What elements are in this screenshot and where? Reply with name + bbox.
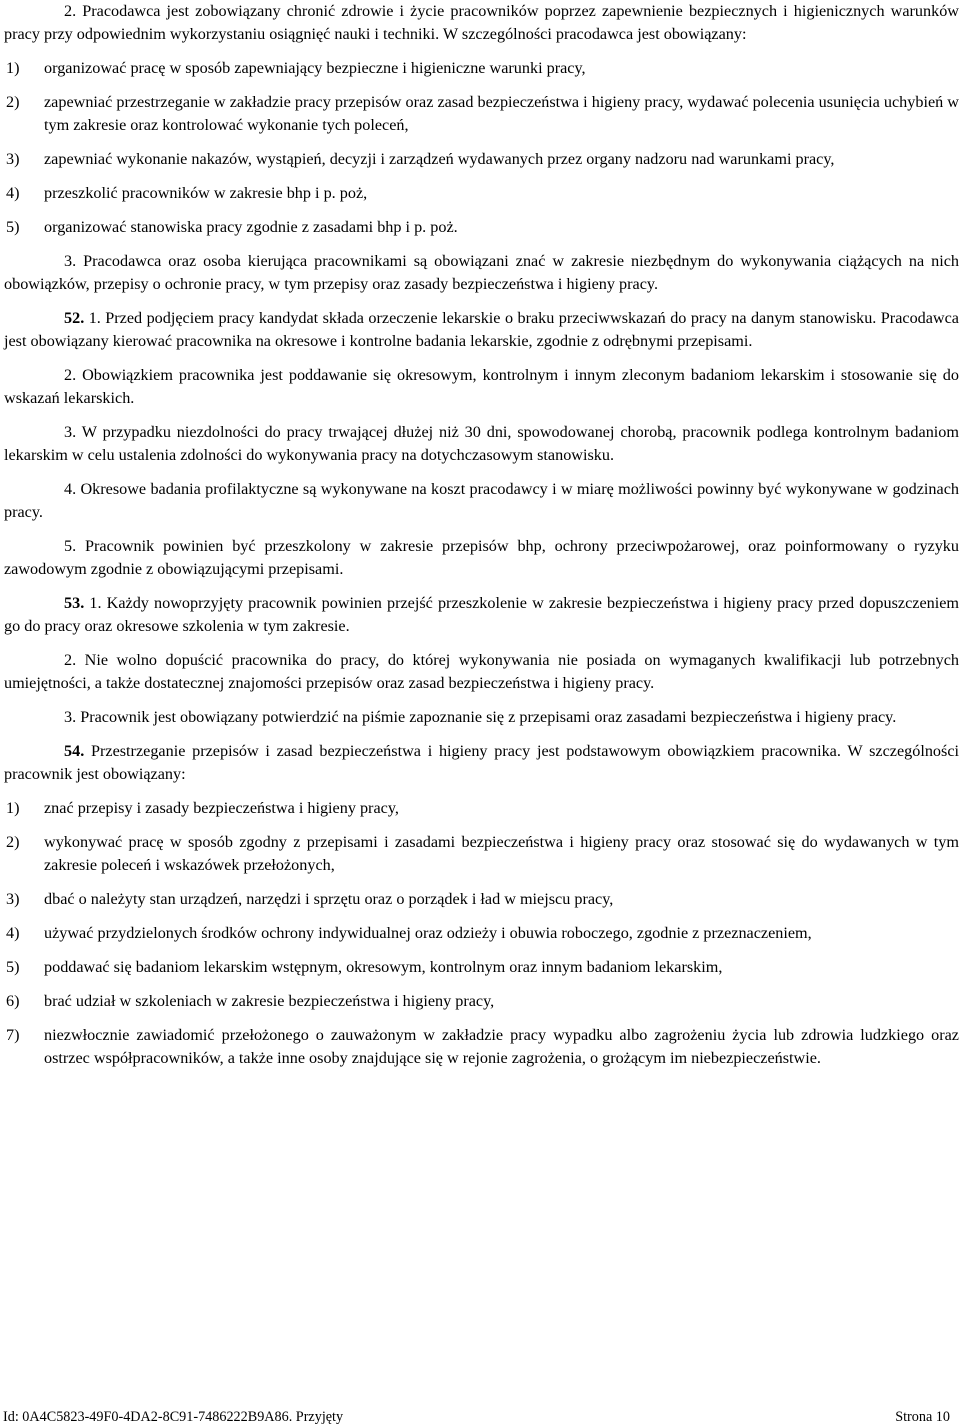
section-54-label: 54. — [64, 742, 85, 760]
list-item-number: 1) — [6, 799, 20, 817]
list-item-text: poddawać się badaniom lekarskim wstępnym, okresowym, kontrolnym oraz innym badaniom lekarskim, — [44, 958, 723, 976]
section-53-label: 53. — [64, 594, 85, 612]
list-item-number: 1) — [6, 59, 20, 77]
section-52-label: 52. — [64, 309, 85, 327]
list-item — [4, 1024, 959, 1070]
section-52-paragraph-5: 5. Pracownik powinien być przeszkolony w zakresie przepisów bhp, ochrony przeciwpożarowej, oraz poinformowany o ryzyku zawodowym zgodnie z obowiązującymi przepisami. — [4, 537, 959, 578]
section-52-text-1: 1. Przed podjęciem pracy kandydat składa orzeczenie lekarskie o braku przeciwwskazań do pracy na danym stanowisku. Pracodawca jest obowiązany kierować pracownika na okresowe i kontrolne badania lekarskie, zgodnie z odrębnymi przepisami. — [4, 309, 959, 350]
list-item — [4, 990, 959, 1013]
list-item-text: niezwłocznie zawiadomić przełożonego o zauważonym w zakładzie pracy wypadku albo zagrożeniu życia lub zdrowia ludzkiego oraz ostrzec współpracowników, a także inne osoby znajdujące się w rejonie zagrożenia, o grożącym im niebezpieczeństwie. — [44, 1026, 959, 1067]
section-53-paragraph-3: 3. Pracownik jest obowiązany potwierdzić na piśmie zapoznanie się z przepisami oraz zasadami bezpieczeństwa i higieny pracy. — [64, 708, 897, 726]
section-52-paragraph-2: 2. Obowiązkiem pracownika jest poddawanie się okresowym, kontrolnym i innym zleconym badaniom lekarskim i stosowanie się do wskazań lekarskich. — [4, 366, 959, 407]
list-item-text: wykonywać pracę w sposób zgodny z przepisami i zasadami bezpieczeństwa i higieny pracy oraz stosować się do wydawanych w tym zakresie poleceń i wskazówek przełożonych, — [44, 833, 959, 874]
list-item-text: organizować stanowiska pracy zgodnie z zasadami bhp i p. poż. — [44, 218, 458, 236]
section-52-paragraph-1 — [4, 307, 959, 353]
document-body — [4, 0, 959, 1081]
list-item — [4, 182, 959, 205]
list-item-text: dbać o należyty stan urządzeń, narzędzi i sprzętu oraz o porządek i ład w miejscu pracy, — [44, 890, 614, 908]
list-item-number: 5) — [6, 958, 20, 976]
section-52-paragraph-3: 3. W przypadku niezdolności do pracy trwającej dłużej niż 30 dni, spowodowanej chorobą, pracownik podlega kontrolnym badaniom lekarskim w celu ustalenia zdolności do wykonywania pracy na dotychczasowym stanowisku. — [4, 423, 959, 464]
list-item-number: 7) — [6, 1026, 20, 1044]
section-54-paragraph-1 — [4, 740, 959, 786]
section-54-text-1: Przestrzeganie przepisów i zasad bezpieczeństwa i higieny pracy jest podstawowym obowiązkiem pracownika. W szczególności pracownik jest obowiązany: — [4, 742, 960, 783]
list-item-number: 4) — [6, 924, 20, 942]
list-item — [4, 956, 959, 979]
list-item-number: 4) — [6, 184, 20, 202]
list-item-text: przeszkolić pracowników w zakresie bhp i p. poż, — [44, 184, 368, 202]
list-item-number: 2) — [6, 93, 20, 111]
list-item-number: 5) — [6, 218, 20, 236]
list-item — [4, 797, 959, 820]
list-item-text: używać przydzielonych środków ochrony indywidualnej oraz odzieży i obuwia roboczego, zgodnie z przeznaczeniem, — [44, 924, 812, 942]
list-item — [4, 91, 959, 137]
list-item-text: organizować pracę w sposób zapewniający bezpieczne i higieniczne warunki pracy, — [44, 59, 586, 77]
paragraph-employer-duties: 2. Pracodawca jest zobowiązany chronić zdrowie i życie pracowników poprzez zapewnienie bezpiecznych i higienicznych warunków pracy przy odpowiednim wykorzystaniu osiągnięć nauki i techniki. W szczególności pracodawca jest obowiązany: — [4, 2, 959, 43]
section-53-text-1: 1. Każdy nowoprzyjęty pracownik powinien przejść przeszkolenie w zakresie bezpieczeństwa i higieny pracy przed dopuszczeniem go do pracy oraz okresowe szkolenia w tym zakresie. — [4, 594, 960, 635]
list-item-number: 6) — [6, 992, 20, 1010]
list-item — [4, 888, 959, 911]
list-item-text: brać udział w szkoleniach w zakresie bezpieczeństwa i higieny pracy, — [44, 992, 495, 1010]
list-item — [4, 148, 959, 171]
list-item — [4, 922, 959, 945]
section-53-paragraph-2: 2. Nie wolno dopuścić pracownika do pracy, do której wykonywania nie posiada on wymaganych kwalifikacji lub potrzebnych umiejętności, a także dostatecznej znajomości przepisów oraz zasad bezpieczeństwa i higieny pracy. — [4, 651, 959, 692]
list-item-number: 3) — [6, 890, 20, 908]
page-footer — [0, 1406, 960, 1428]
list-item-number: 2) — [6, 833, 20, 851]
section-53-paragraph-1 — [4, 592, 959, 638]
list-item-number: 3) — [6, 150, 20, 168]
employee-duties-list — [4, 797, 959, 1070]
page-number: Strona 10 — [895, 1409, 950, 1425]
list-item — [4, 831, 959, 877]
list-item-text: znać przepisy i zasady bezpieczeństwa i higieny pracy, — [44, 799, 399, 817]
list-item-text: zapewniać przestrzeganie w zakładzie pracy przepisów oraz zasad bezpieczeństwa i higieny pracy, wydawać polecenia usunięcia uchybień w tym zakresie oraz kontrolować wykonanie tych poleceń, — [44, 93, 959, 134]
list-item-text: zapewniać wykonanie nakazów, wystąpień, decyzji i zarządzeń wydawanych przez organy nadzoru nad warunkami pracy, — [44, 150, 835, 168]
list-item — [4, 57, 959, 80]
section-52-paragraph-4: 4. Okresowe badania profilaktyczne są wykonywane na koszt pracodawcy i w miarę możliwości powinny być wykonywane w godzinach pracy. — [4, 480, 959, 521]
list-item — [4, 216, 959, 239]
paragraph-employer-knowledge: 3. Pracodawca oraz osoba kierująca pracownikami są obowiązani znać w zakresie niezbędnym do wykonywania ciążących na nich obowiązków, przepisy o ochronie pracy, w tym przepisy oraz zasady bezpieczeństwa i higieny pracy. — [4, 252, 959, 293]
employer-duties-list — [4, 57, 959, 239]
document-id-footer: Id: 0A4C5823-49F0-4DA2-8C91-7486222B9A86. Przyjęty — [3, 1409, 344, 1425]
